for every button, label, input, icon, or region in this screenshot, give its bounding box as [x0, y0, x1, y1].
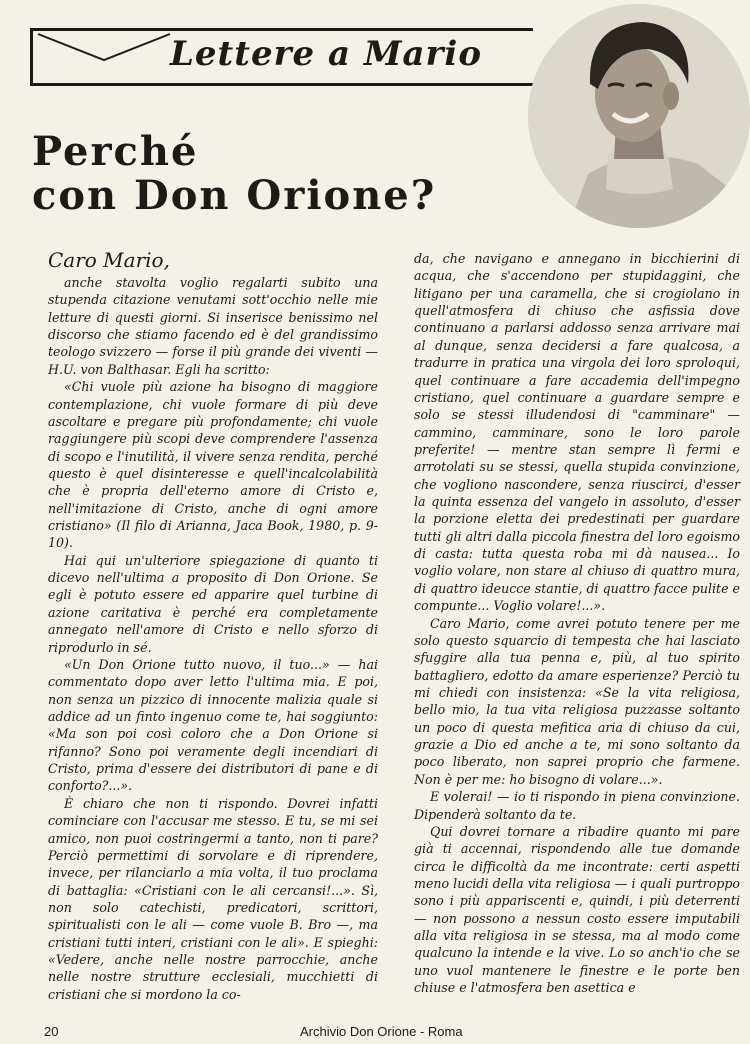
title-line-1: Perché: [32, 128, 199, 175]
letter-greeting: Caro Mario,: [48, 248, 170, 272]
column-title: Lettere a Mario: [170, 34, 483, 74]
paragraph: Caro Mario, come avrei potuto tenere per me solo questo squarcio di tempesta che hai lasciato sfuggire alla tua penna e, più, al tuo spirito battagliero, edotto da amare esperienze? Perciò tu mi chiedi con insistenza: «Se la vita religiosa, bello mio, la tua vita religiosa puzzasse soltanto un poco di questa mefitica aria di chiuso da cui, grazie a Dio ed anche a te, mi sono soltanto da poco liberato, non saprei proprio che farmene. Non è per me: ho bisogno di volare...».: [414, 615, 740, 787]
left-column: [48, 248, 378, 1003]
article-title: [32, 130, 436, 218]
paragraph: Hai qui un'ulteriore spiegazione di quanto ti dicevo nell'ultima a proposito di Don Orione. Se egli è potuto essere ed apparire quel turbine di azione caritativa è perché era completamente annegato nell'amore di Cristo e nello sforzo di riprodurlo in sé.: [48, 552, 378, 655]
paragraph: anche stavolta voglio regalarti subito una stupenda citazione venutami sott'occhio nelle mie letture di questi giorni. Si inserisce benissimo nel discorso che stiamo facendo ed è del grandissimo teologo svizzero — forse il più grande dei viventi — H.U. von Balthasar. Egli ha scritto:: [48, 275, 378, 377]
title-line-2: con Don Orione?: [32, 172, 437, 219]
paragraph: E volerai! — io ti rispondo in piena convinzione. Dipenderà soltanto da te.: [414, 789, 740, 822]
paragraph: È chiaro che non ti rispondo. Dovrei infatti cominciare con l'accusar me stesso. E tu, se mi sei amico, non puoi costringermi a tanto, non ti pare? Perciò permettimi di sorvolare e di riprendere, invece, per rilanciarlo a mia volta, il tuo proclama di battaglia: «Cristiani con le ali cercansi!...». Sì, non solo catechisti, predicatori, scrittori, spiritualisti con le ali — come vuole B. Bro —, ma cristiani tutti interi, cristiani con le ali». E spieghi: «Vedere, anche nelle nostre parrocchie, anche nelle nostre strutture ecclesiali, mucchietti di cristiani che si mordono la co-: [48, 795, 378, 1002]
archive-credit: Archivio Don Orione - Roma: [300, 1024, 463, 1039]
envelope-icon: [34, 30, 174, 66]
page-number: 20: [44, 1024, 59, 1039]
portrait-photo: [528, 4, 750, 228]
paragraph: da, che navigano e annegano in bicchierini di acqua, che s'accendono per stupidaggini, che litigano per una caramella, che si crogiolano in quell'atmosfera di chiuso che asfissia dove continuano a parlarsi addosso senza arrivare mai al dunque, senza decidersi a fare qualcosa, a tradurre in pratica una virgola dei loro sproloqui, quel continuare a fare accademia dell'impegno cristiano, quel continuare a guardare sempre e solo se stessi illudendosi di "camminare" — cammino, camminare, sono le loro parole preferite! — mentre stan sempre lì fermi e arrotolati su se stessi, quella stupida convinzione, che vogliono nascondere, senza riuscirci, d'esser la quinta essenza del vangelo in assoluto, d'esser la porzione eletta dei predestinati per guardare tutti gli altri dalla piccola finestra del loro egoismo di casta: tutta questa roba mi dà nausea... Io voglio volare, non stare al chiuso di quattro mura, di quattro ideucce stantie, di quattro facce pulite e compunte... Voglio volare!...».: [414, 251, 740, 614]
paragraph: Qui dovrei tornare a ribadire quanto mi pare già ti accennai, rispondendo alle tue domande circa le difficoltà da me incontrate: certi aspetti meno lucidi della vita religiosa — i quali purtroppo sono i più appariscenti e, quindi, i più deterrenti — non possono a nessun costo essere imputabili alla vita religiosa in se stessa, ma al modo come qualcuno la intende e la vive. Lo so anch'io che se uno vuol mantenere le finestre e le porte ben chiuse e l'atmosfera ben asettica e: [414, 823, 740, 996]
paragraph: «Chi vuole più azione ha bisogno di maggiore contemplazione, chi vuole formare di più deve ascoltare e pregare più profondamente; chi vuole raggiungere più scopi deve comprendere l'assenza di scopo e l'inutilità, il vivere senza rendita, perché questo è quel disinteresse e quell'incalcolabilità che è propria dell'eterno amore di Cristo e, nell'imitazione di Cristo, anche di ogni amore cristiano» (Il filo di Arianna, Jaca Book, 1980, p. 9-10).: [48, 379, 378, 551]
right-column: [414, 250, 740, 996]
paragraph: «Un Don Orione tutto nuovo, il tuo...» — hai commentato dopo aver letto l'ultima mia. E poi, non senza un pizzico di innocente malizia quale si addice ad un finto ingenuo come te, hai soggiunto: «Ma son poi così coloro che a Don Orione si rifanno? Sono poi veramente degli incendiari di Cristo, prima d'essere dei distributori di pane e di conforto?...».: [48, 656, 378, 794]
